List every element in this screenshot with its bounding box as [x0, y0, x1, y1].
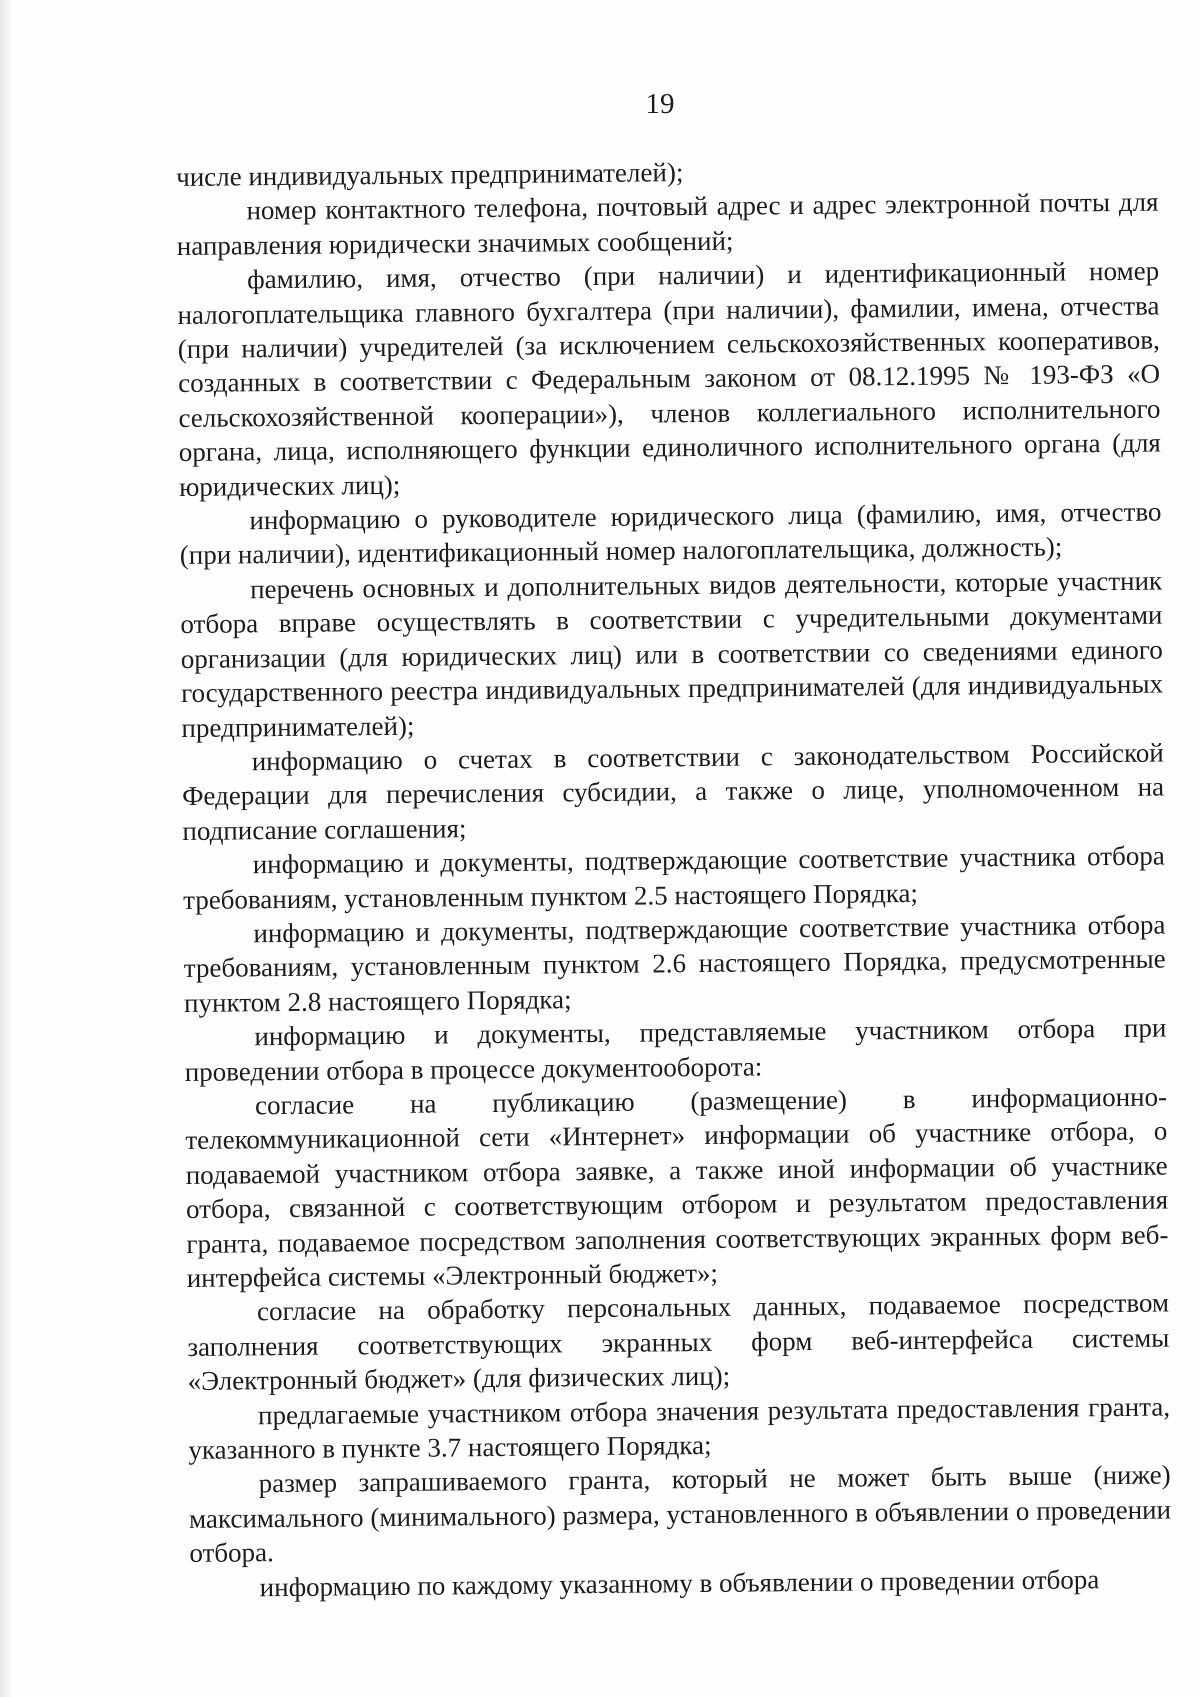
- paragraph-accounts-info: информацию о счетах в соответствии с законодательством Российской Федерации для перечисления субсидии, а также о лице, уполномоченном на подписание соглашения;: [181, 737, 1165, 846]
- paragraph-grant-size: размер запрашиваемого гранта, который не может быть выше (ниже) максимального (минимального) размера, установленного в объявлении о проведении отбора.: [188, 1459, 1172, 1569]
- paragraph-publication-consent: согласие на публикацию (размещение) в информационно-телекоммуникационной сети «Интернет» информации об участнике отбора, о подаваемой участником отбора заявке, а также иной информации об участнике отбора, связанной с соответствующим отбором и результатом предоставления гранта, подаваемое посредством заполнения соответствующих экранных форм веб-интерфейса системы «Электронный бюджет»;: [185, 1081, 1169, 1293]
- document-body: [176, 151, 1172, 1605]
- paragraph-activities-list: перечень основных и дополнительных видов деятельности, которые участник отбора вправе осуществлять в соответствии с учредительными документами организации (для юридических лиц) или в соответствии со сведениями единого государственного реестра индивидуальных предпринимателей (для индивидуальных предпринимателей);: [180, 565, 1164, 743]
- paragraph-accountant-founders: фамилию, имя, отчество (при наличии) и идентификационный номер налогоплательщика главного бухгалтера (при наличии), фамилии, имена, отчества (при наличии) учредителей (за исключением сельскохозяйственных кооперативов, созданных в соответствии с Федеральным законом от 08.12.1995 № 193-ФЗ «О сельскохозяйственной кооперации»), членов коллегиального исполнительного органа, лица, исполняющего функции единоличного исполнительного органа (для юридических лиц);: [177, 255, 1161, 502]
- paragraph-head-info: информацию о руководителе юридического лица (фамилию, имя, отчество (при наличии), идентификационный номер налогоплательщика, должность);: [179, 496, 1162, 571]
- paragraph-requirements-2-6: информацию и документы, подтверждающие соответствие участника отбора требованиям, установленным пунктом 2.6 настоящего Порядка, предусмотренные пунктом 2.8 настоящего Порядка;: [183, 909, 1166, 1018]
- paragraph-announcement-info: информацию по каждому указанному в объявлении о проведении отбора: [259, 1563, 1100, 1602]
- paragraph-requirements-2-5: информацию и документы, подтверждающие соответствие участника отбора требованиям, установленным пунктом 2.5 настоящего Порядка;: [182, 840, 1165, 915]
- scan-edge-shadow: [0, 0, 12, 1697]
- paragraph-result-values: предлагаемые участником отбора значения результата предоставления гранта, указанного в пункте 3.7 настоящего Порядка;: [188, 1391, 1171, 1465]
- paragraph-document-flow: информацию и документы, представляемые участником отбора при проведении отбора в процессе документооборота:: [184, 1012, 1167, 1087]
- paragraph-contact-info: номер контактного телефона, почтовый адрес и адрес электронной почты для направления юридически значимых сообщений;: [176, 186, 1159, 261]
- page-number: 19: [645, 88, 675, 120]
- paragraph-continuation: числе индивидуальных предпринимателей);: [176, 157, 684, 192]
- paragraph-personal-data-consent: согласие на обработку персональных данных, подаваемое посредством заполнения соответствующих экранных форм веб-интерфейса системы «Электронный бюджет» (для физических лиц);: [187, 1287, 1170, 1397]
